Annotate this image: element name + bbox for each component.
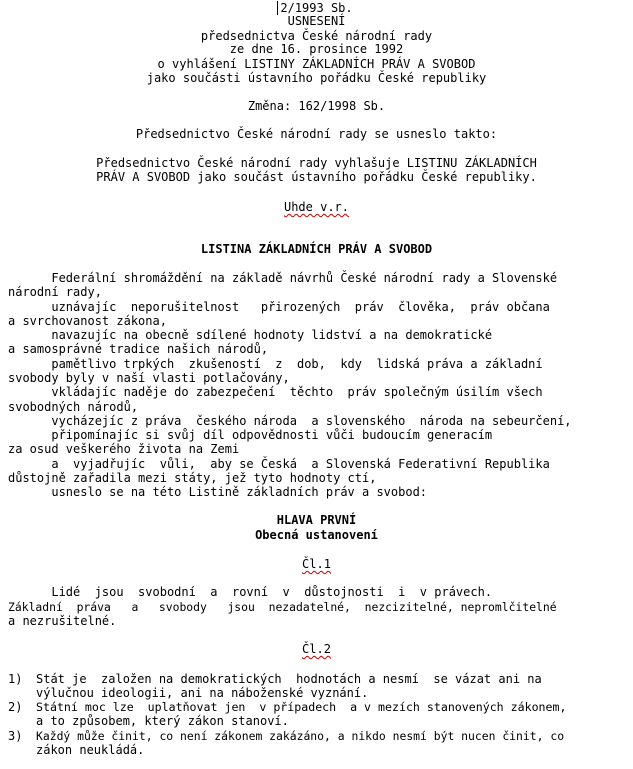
preamble-line: svobodných národů, (8, 400, 139, 414)
article-1-line: a nezrušitelné. (8, 614, 117, 628)
article-1-line: Lidé jsou svobodní a rovní v důstojnosti i v právech. (8, 585, 493, 599)
chapter-subheading: Obecná ustanovení (255, 528, 378, 542)
law-number: 2/1993 Sb. (280, 1, 353, 15)
item-number: 1) (8, 672, 23, 686)
signature (0, 200, 633, 214)
amendment-note: Změna: 162/1998 Sb. (247, 99, 386, 113)
heading-resolution: USNESENÍ (287, 14, 346, 28)
preamble-line: za osud veškerého života na Zemi (8, 442, 240, 456)
item-line: Stát je založen na demokratických hodnotách a nesmí se vázat ani na (36, 672, 542, 686)
charter-title: LISTINA ZÁKLADNÍCH PRÁV A SVOBOD (200, 242, 433, 256)
intro-line: Předsednictvo České národní rady se usneslo takto: (135, 127, 498, 141)
preamble-line: vycházejíc z práva českého národa a slovenského národa na sebeurčení, (8, 414, 572, 428)
item-line: výlučnou ideologii, ani na náboženské vyznání. (36, 686, 369, 700)
heading-subject: o vyhlášení LISTINY ZÁKLADNÍCH PRÁV A SVOBOD (157, 57, 476, 71)
chapter-heading: HLAVA PRVNÍ (276, 513, 357, 527)
preamble-line: národní rady, (8, 285, 102, 299)
preamble-line: a svrchovanost zákona, (8, 314, 167, 328)
article-2-label: Čl.2 (302, 642, 331, 656)
declaration-line-1: Předsednictvo České národní rady vyhlašuje LISTINU ZÁKLADNÍCH (96, 156, 537, 170)
item-line: Státní moc lze uplatňovat jen v případech a v mezích stanovených zákonem, (36, 700, 567, 714)
declaration-line-2: PRÁV A SVOBOD jako součást ústavního pořádku České republiky. (96, 170, 537, 184)
heading-date: ze dne 16. prosince 1992 (229, 42, 404, 56)
preamble-line: Federální shromáždění na základě návrhů České národní rady a Slovenské (8, 271, 558, 285)
item-line: a to způsobem, který zákon stanoví. (36, 714, 289, 728)
preamble-line: uznávajíc neporušitelnost přirozených práv člověka, práv občana (8, 300, 550, 314)
item-line: zákon neukládá. (36, 743, 145, 757)
preamble-line: navazujíc na obecně sdílené hodnoty lidství a na demokratické (8, 328, 493, 342)
article-2-heading (0, 642, 633, 656)
preamble-line: připomínajíc si svůj díl odpovědnosti vůči budoucím generacím (8, 428, 493, 442)
article-1-heading (0, 557, 633, 571)
signature-text: Uhde v.r. (283, 200, 350, 214)
item-number: 3) (8, 729, 23, 743)
heading-presidium: předsednictva České národní rady (200, 29, 433, 43)
preamble-line: a samosprávné tradice našich národů, (8, 342, 269, 356)
item-line: Každý může činit, co není zákonem zakázáno, a nikdo nesmí být nucen činit, co (36, 729, 565, 743)
preamble-line: svobody byly v naší vlasti potlačovány, (8, 371, 290, 385)
article-1-line: Základní práva a svobody jsou nezadatelné, nezcizitelné, nepromlčitelné (8, 600, 557, 614)
article-1-label: Čl.1 (302, 557, 331, 571)
heading-part-of: jako součásti ústavního pořádku České republiky (146, 71, 487, 85)
preamble-line: důstojně zařadila mezi státy, jež tyto hodnoty ctí, (8, 471, 377, 485)
preamble-line: a vyjadřujíc vůli, aby se Česká a Slovenská Federativní Republika (8, 457, 550, 471)
preamble-line: usneslo se na této Listině základních práv a svobod: (8, 485, 428, 499)
preamble-line: pamětlivo trpkých zkušeností z dob, kdy lidská práva a základní (8, 357, 543, 371)
preamble-line: vkládajíc naděje do zabezpečení těchto práv společným úsilím všech (8, 385, 543, 399)
item-number: 2) (8, 700, 23, 714)
